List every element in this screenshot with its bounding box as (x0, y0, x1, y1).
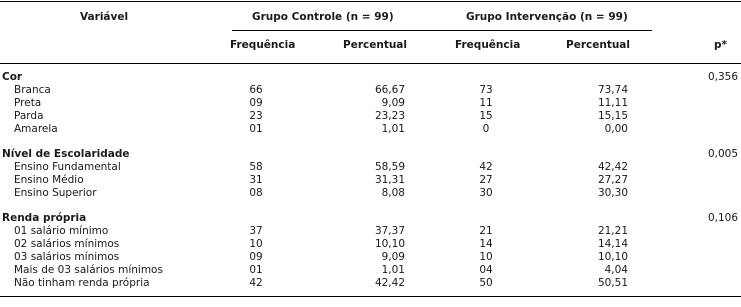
header-percent-control: Percentual (343, 39, 407, 51)
header-group-intervention: Grupo Intervenção (n = 99) (466, 11, 628, 23)
row-label: Ensino Médio (14, 174, 84, 186)
group-row (0, 147, 741, 161)
bottom-rule (0, 296, 741, 297)
table-row (0, 186, 741, 200)
p-value: 0,106 (707, 212, 738, 224)
group-label: Nível de Escolaridade (2, 148, 130, 160)
row-label: 02 salários mínimos (14, 238, 120, 250)
frequency-control: 66 (249, 84, 263, 96)
header-percent-intervention: Percentual (566, 39, 630, 51)
row-label: Parda (14, 110, 44, 122)
table-row (0, 83, 741, 97)
percent-control: 9,09 (381, 97, 405, 109)
frequency-intervention: 42 (479, 161, 493, 173)
table-row (0, 276, 741, 290)
percent-intervention: 50,51 (597, 277, 628, 289)
table-row (0, 250, 741, 264)
group-row (0, 70, 741, 84)
percent-control: 66,67 (374, 84, 405, 96)
frequency-intervention: 50 (479, 277, 493, 289)
percent-intervention: 42,42 (597, 161, 628, 173)
frequency-control: 09 (249, 251, 263, 263)
p-value: 0,356 (707, 71, 738, 83)
table-row (0, 160, 741, 174)
row-label: Amarela (14, 123, 58, 135)
row-label: 01 salário mínimo (14, 225, 109, 237)
group-header-rule (232, 30, 652, 31)
percent-control: 42,42 (374, 277, 405, 289)
table-row (0, 263, 741, 277)
header-frequency-intervention: Frequência (455, 39, 521, 51)
header-variable: Variável (80, 11, 129, 23)
frequency-control: 23 (249, 110, 263, 122)
frequency-intervention: 10 (479, 251, 493, 263)
percent-intervention: 21,21 (597, 225, 628, 237)
row-label: 03 salários mínimos (14, 251, 120, 263)
table-row (0, 237, 741, 251)
group-label: Cor (2, 71, 23, 83)
frequency-control: 08 (249, 187, 263, 199)
percent-control: 58,59 (374, 161, 405, 173)
table-row (0, 109, 741, 123)
header-bottom-rule (0, 63, 741, 64)
table-row (0, 224, 741, 238)
group-row (0, 211, 741, 225)
top-rule (0, 1, 741, 2)
percent-control: 9,09 (381, 251, 405, 263)
percent-intervention: 27,27 (597, 174, 628, 186)
frequency-control: 10 (249, 238, 263, 250)
header-p-value: p* (714, 39, 728, 51)
frequency-control: 37 (249, 225, 263, 237)
percent-control: 23,23 (374, 110, 405, 122)
p-value: 0,005 (707, 148, 738, 160)
header-frequency-control: Frequência (230, 39, 296, 51)
row-label: Mais de 03 salários mínimos (14, 264, 163, 276)
header-group-control: Grupo Controle (n = 99) (252, 11, 394, 23)
row-label: Ensino Superior (14, 187, 97, 199)
frequency-control: 09 (249, 97, 263, 109)
frequency-intervention: 14 (479, 238, 493, 250)
group-label: Renda própria (2, 212, 87, 224)
table-row (0, 173, 741, 187)
table-row (0, 122, 741, 136)
percent-control: 31,31 (374, 174, 405, 186)
frequency-intervention: 0 (482, 123, 490, 135)
percent-control: 10,10 (374, 238, 405, 250)
percent-intervention: 10,10 (597, 251, 628, 263)
frequency-intervention: 21 (479, 225, 493, 237)
percent-control: 8,08 (381, 187, 405, 199)
frequency-intervention: 30 (479, 187, 493, 199)
row-label: Não tinham renda própria (14, 277, 150, 289)
frequency-control: 31 (249, 174, 263, 186)
frequency-control: 01 (249, 264, 263, 276)
percent-intervention: 11,11 (597, 97, 628, 109)
frequency-intervention: 11 (479, 97, 493, 109)
frequency-control: 42 (249, 277, 263, 289)
frequency-control: 01 (249, 123, 263, 135)
percent-intervention: 0,00 (604, 123, 628, 135)
percent-control: 1,01 (381, 264, 405, 276)
table-row (0, 96, 741, 110)
percent-intervention: 4,04 (604, 264, 628, 276)
percent-intervention: 14,14 (597, 238, 628, 250)
row-label: Branca (14, 84, 51, 96)
row-label: Preta (14, 97, 42, 109)
percent-intervention: 73,74 (597, 84, 628, 96)
row-label: Ensino Fundamental (14, 161, 121, 173)
percent-control: 1,01 (381, 123, 405, 135)
frequency-intervention: 04 (479, 264, 493, 276)
percent-intervention: 30,30 (597, 187, 628, 199)
frequency-intervention: 73 (479, 84, 493, 96)
frequency-control: 58 (249, 161, 263, 173)
percent-control: 37,37 (374, 225, 405, 237)
frequency-intervention: 27 (479, 174, 493, 186)
percent-intervention: 15,15 (597, 110, 628, 122)
frequency-intervention: 15 (479, 110, 493, 122)
